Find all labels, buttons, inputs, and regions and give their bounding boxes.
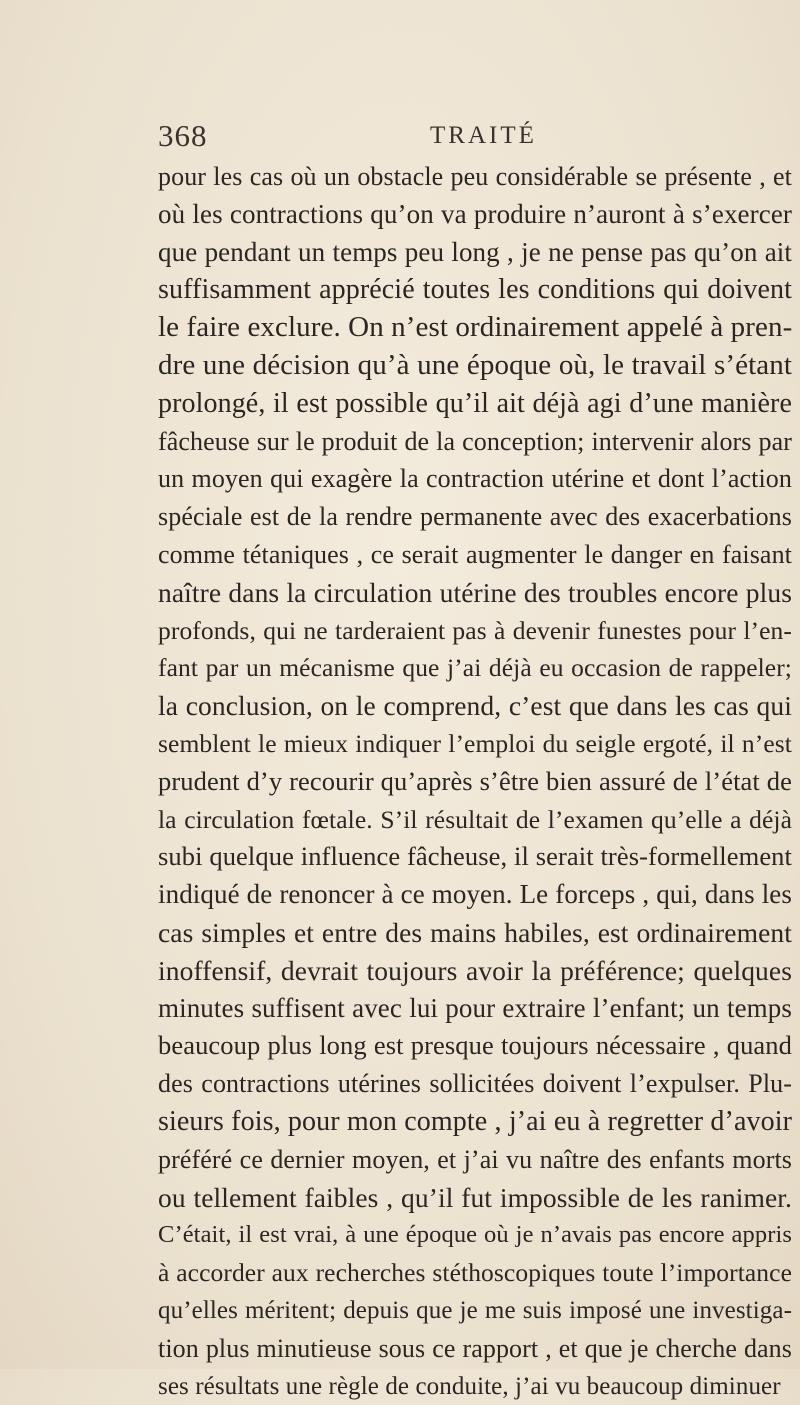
text-line: minutes suffisent avec lui pour extraire l’enfant; un temps	[158, 990, 792, 1028]
text-line: pour les cas où un obstacle peu considérable se présente , et	[158, 158, 792, 196]
page-number: 368	[158, 118, 208, 154]
text-line: sieurs fois, pour mon compte , j’ai eu à regretter d’avoir	[158, 1103, 792, 1141]
text-line: prolongé, il est possible qu’il ait déjà agi d’une manière	[158, 385, 792, 423]
running-title: TRAITÉ	[430, 122, 537, 150]
text-line: cas simples et entre des mains habiles, est ordinairement	[158, 914, 792, 952]
running-head	[158, 118, 782, 154]
text-line: un moyen qui exagère la contraction utérine et dont l’action	[158, 460, 792, 498]
text-line: indiqué de renoncer à ce moyen. Le forceps , qui, dans les	[158, 876, 792, 914]
text-line: fâcheuse sur le produit de la conception; intervenir alors par	[158, 423, 792, 461]
text-line: la conclusion, on le comprend, c’est que dans les cas qui	[158, 687, 792, 725]
text-line: qu’elles méritent; depuis que je me suis imposé une investiga-	[158, 1292, 792, 1330]
text-line: inoffensif, devrait toujours avoir la préférence; quelques	[158, 952, 792, 990]
text-line: profonds, qui ne tarderaient pas à devenir funestes pour l’en-	[158, 612, 792, 650]
text-line: dre une décision qu’à une époque où, le travail s’étant	[158, 347, 792, 385]
text-line: prudent d’y recourir qu’après s’être bien assuré de l’état de	[158, 763, 792, 801]
text-line: préféré ce dernier moyen, et j’ai vu naître des enfants morts	[158, 1141, 792, 1179]
text-line: beaucoup plus long est presque toujours nécessaire , quand	[158, 1027, 792, 1065]
text-line: le faire exclure. On n’est ordinairement appelé à pren-	[158, 309, 792, 347]
text-line: que pendant un temps peu long , je ne pense pas qu’on ait	[158, 234, 792, 272]
text-line: C’était, il est vrai, à une époque où je n’avais pas encore appris	[158, 1216, 792, 1254]
text-line: naître dans la circulation utérine des troubles encore plus	[158, 574, 792, 612]
text-line: spéciale est de la rendre permanente avec des exacerbations	[158, 498, 792, 536]
text-line: semblent le mieux indiquer l’emploi du seigle ergoté, il n’est	[158, 725, 792, 763]
text-line: ou tellement faibles , qu’il fut impossible de les ranimer.	[158, 1179, 792, 1217]
text-line: à accorder aux recherches stéthoscopiques toute l’importance	[158, 1254, 792, 1292]
text-line: suffisamment apprécié toutes les conditions qui doivent	[158, 271, 792, 309]
text-line: comme tétaniques , ce serait augmenter le danger en faisant	[158, 536, 792, 574]
text-line: des contractions utérines sollicitées doivent l’expulser. Plu-	[158, 1065, 792, 1103]
text-line: ses résultats une règle de conduite, j’ai vu beaucoup diminuer	[158, 1368, 792, 1405]
text-line: subi quelque influence fâcheuse, il serait très-formellement	[158, 838, 792, 876]
text-line: tion plus minutieuse sous ce rapport , et que je cherche dans	[158, 1330, 792, 1368]
body-text	[158, 158, 792, 1405]
text-line: fant par un mécanisme que j’ai déjà eu occasion de rappeler;	[158, 649, 792, 687]
text-line: la circulation fœtale. S’il résultait de l’examen qu’elle a déjà	[158, 801, 792, 839]
text-line: où les contractions qu’on va produire n’auront à s’exercer	[158, 196, 792, 234]
